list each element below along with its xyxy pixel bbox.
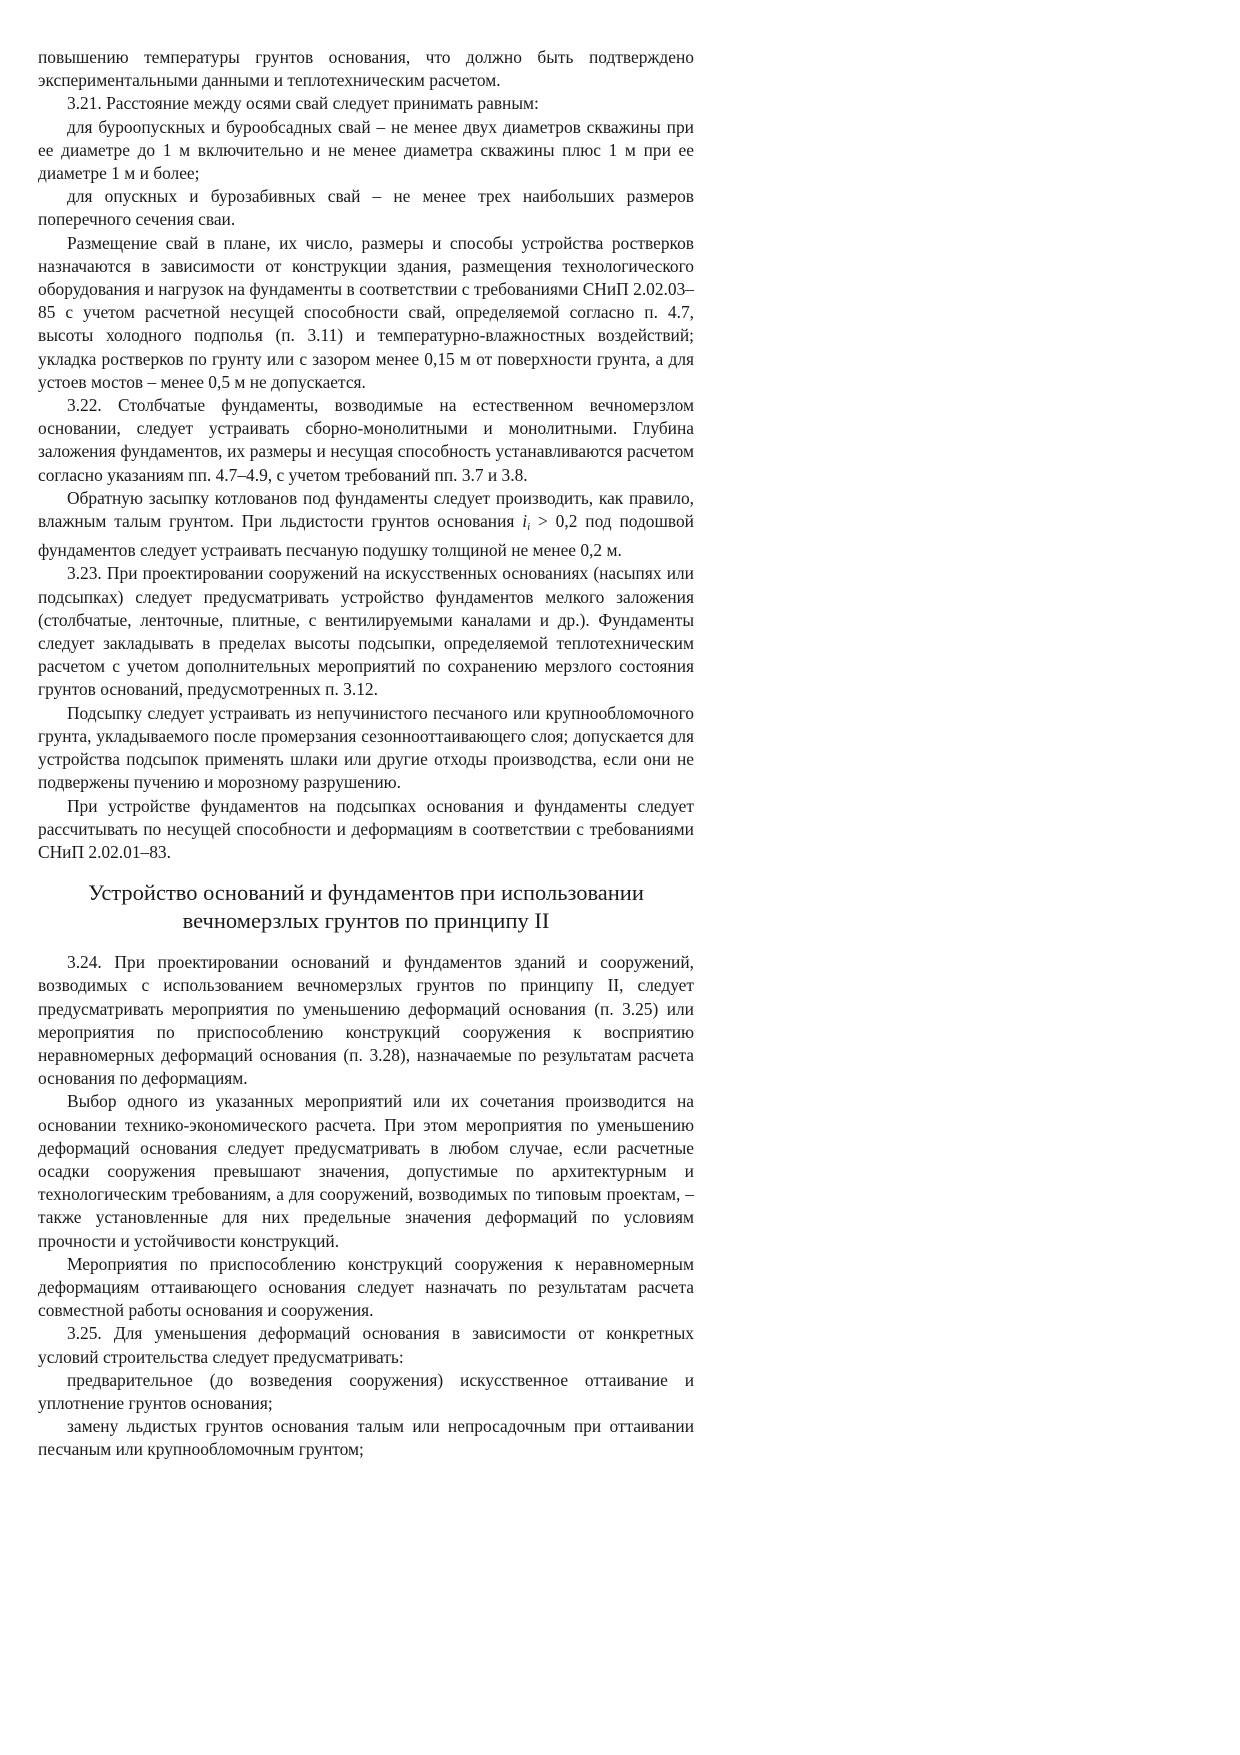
section-heading — [38, 879, 694, 935]
paragraph: Размещение свай в плане, их число, размеры и способы устройства ростверков назначаются в зависимости от конструкции здания, размещения технологического оборудования и нагрузок на фундаменты в соответствии с требованиями СНиП 2.02.03–85 с учетом расчетной несущей способности свай, определяемой согласно п. 4.7, высоты холодного подполья (п. 3.11) и температурно-влажностных воздействий; укладка ростверков по грунту или с зазором менее 0,15 м от поверхности грунта, а для устоев мостов – менее 0,5 м не допускается. — [38, 232, 694, 392]
paragraph: Выбор одного из указанных мероприятий или их сочетания производится на основании технико-экономического расчета. При этом мероприятия по уменьшению деформаций основания следует предусматривать в любом случае, если расчетные осадки сооружения превышают значения, допустимые по архитектурным и технологическим требованиям, а для сооружений, возводимых по типовым проектам, – также установленные для них предельные значения деформаций по условиям прочности и устойчивости конструкций. — [38, 1091, 694, 1251]
paragraph-backfill — [38, 487, 694, 563]
paragraph: повышению температуры грунтов основания, что должно быть подтверждено экспериментальными данными и теплотехническим расчетом. — [38, 47, 694, 91]
section-heading-line: Устройство оснований и фундаментов при использовании — [88, 880, 644, 906]
paragraph: Мероприятия по приспособлению конструкций сооружения к неравномерным деформациям оттаивающего основания следует назначать по результатам расчета совместной работы основания и сооружения. — [38, 1253, 694, 1321]
text-run: > 0,2 под подошвой фундаментов следует устраивать песчаную подушку толщиной не менее 0,2 м. — [38, 511, 694, 561]
paragraph: Подсыпку следует устраивать из непучинистого песчаного или крупнообломочного грунта, укладываемого после промерзания сезоннооттаивающего слоя; допускается для устройства подсыпок применять шлаки или другие отходы производства, если они не подвержены пучению и морозному разрушению. — [38, 702, 694, 793]
paragraph-3-23: 3.23. При проектировании сооружений на искусственных основаниях (насыпях или подсыпках) следует предусматривать устройство фундаментов мелкого заложения (столбчатые, ленточные, плитные, с вентилируемыми каналами и др.). Фундаменты следует закладывать в пределах высоты подсыпки, определяемой теплотехническим расчетом с учетом дополнительных мероприятий по сохранению мерзлого состояния грунтов оснований, предусмотренных п. 3.12. — [38, 563, 694, 700]
paragraph: предварительное (до возведения сооружения) искусственное оттаивание и уплотнение грунтов основания; — [38, 1369, 694, 1413]
text-run: Обратную засыпку котлованов под фундаменты следует производить, как правило, влажным талым грунтом. При льдистости грунтов основания — [38, 487, 694, 532]
paragraph: замену льдистых грунтов основания талым или непросадочным при оттаивании песчаным или крупнообломочным грунтом; — [38, 1416, 694, 1460]
paragraph: для буроопускных и бурообсадных свай – не менее двух диаметров скважины при ее диаметре до 1 м включительно и не менее диаметра скважины плюс 1 м при ее диаметре 1 м и более; — [38, 116, 694, 184]
variable-i: i — [522, 511, 528, 532]
subscript-i: i — [527, 521, 531, 534]
paragraph-3-22: 3.22. Столбчатые фундаменты, возводимые на естественном вечномерзлом основании, следует устраивать сборно-монолитными и монолитными. Глубина заложения фундаментов, их размеры и несущая способность устанавливаются расчетом согласно указаниям пп. 4.7–4.9, с учетом требований пп. 3.7 и 3.8. — [38, 395, 694, 485]
paragraph-3-25: 3.25. Для уменьшения деформаций основания в зависимости от конкретных условий строительства следует предусматривать: — [38, 1323, 694, 1367]
paragraph: При устройстве фундаментов на подсыпках основания и фундаменты следует рассчитывать по несущей способности и деформациям в соответствии с требованиями СНиП 2.02.01–83. — [38, 795, 694, 862]
section-heading-line: вечномерзлых грунтов по принципу II — [182, 908, 550, 934]
document-page — [38, 46, 694, 1462]
paragraph-3-21: 3.21. Расстояние между осями свай следует принимать равным: — [67, 93, 539, 114]
paragraph: для опускных и бурозабивных свай – не менее трех наибольших размеров поперечного сечения сваи. — [38, 186, 694, 230]
paragraph-3-24: 3.24. При проектировании оснований и фундаментов зданий и сооружений, возводимых с использованием вечномерзлых грунтов по принципу II, следует предусматривать мероприятия по уменьшению деформаций основания (п. 3.25) или мероприятия по приспособлению конструкций сооружения к восприятию неравномерных деформаций основания (п. 3.28), назначаемые по результатам расчета основания по деформациям. — [38, 952, 694, 1089]
